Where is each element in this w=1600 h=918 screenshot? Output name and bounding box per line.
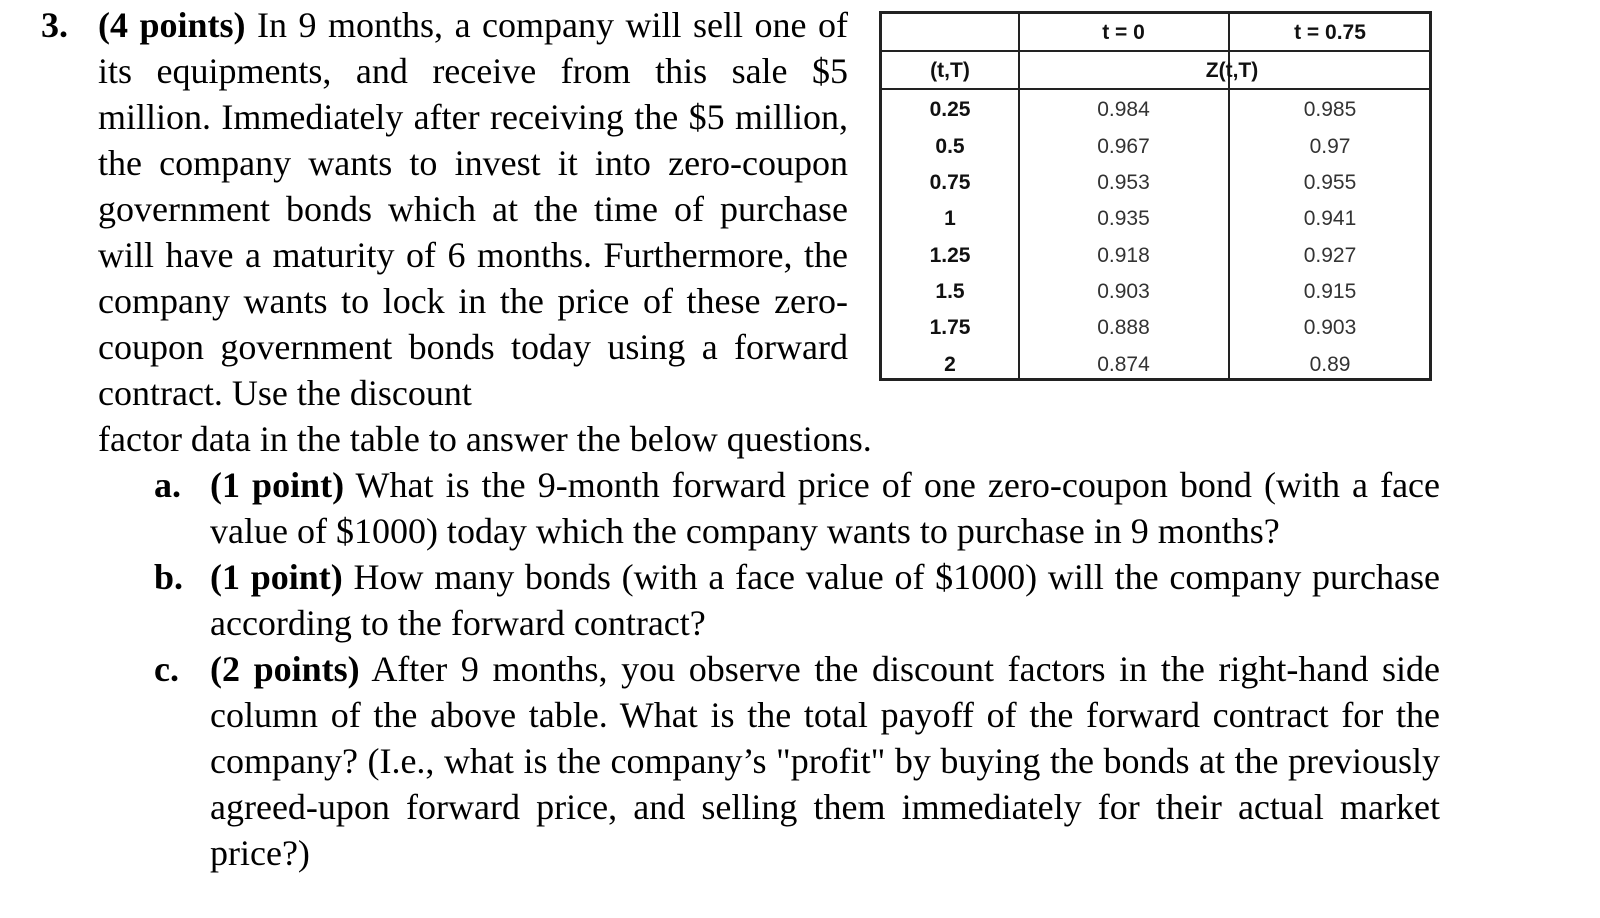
subquestion-list [150, 462, 1440, 876]
subquestion-letter: a. [154, 465, 181, 505]
cell-maturity: 0.75 [929, 171, 971, 194]
question-intro [98, 2, 872, 459]
subquestion-text: What is the 9-month forward price of one zero-coupon bond (with a face value of $1000) today which the company wants to purchase in 9 months? [210, 465, 1441, 551]
cell-z-t0: 0.953 [1097, 171, 1150, 194]
subquestion-a [150, 462, 1440, 554]
cell-z-t0: 0.935 [1097, 207, 1150, 230]
cell-z-t075: 0.915 [1303, 280, 1357, 303]
subquestion-points: (1 point) [210, 465, 345, 505]
cell-z-t075: 0.955 [1303, 171, 1357, 194]
discount-factor-table [879, 11, 1432, 381]
cell-maturity: 2 [944, 353, 956, 376]
header-discount-factor: Z(t,T) [1205, 59, 1259, 82]
cell-maturity: 1.75 [929, 316, 971, 339]
table-divider [882, 88, 1429, 90]
subquestion-points: (2 points) [210, 649, 360, 689]
cell-z-t0: 0.984 [1097, 98, 1150, 121]
cell-maturity: 1 [944, 207, 956, 230]
cell-maturity: 0.25 [929, 98, 971, 121]
question-intro-last-line: factor data in the table to answer the below questions. [98, 419, 872, 459]
subquestion-text: After 9 months, you observe the discount factors in the right-hand side column of the above table. What is the total payoff of the forward contract for the company? (I.e., what is the company’s "profit" by buying the bonds at the previously agreed-upon forward price, and selling them immediately for their actual market price?) [210, 649, 1441, 873]
question-number: 3. [41, 5, 68, 45]
cell-z-t0: 0.903 [1097, 280, 1150, 303]
cell-maturity: 1.5 [935, 280, 965, 303]
cell-z-t075: 0.941 [1303, 207, 1357, 230]
cell-z-t075: 0.97 [1309, 135, 1351, 158]
header-t075: t = 0.75 [1294, 21, 1366, 44]
cell-z-t0: 0.888 [1097, 316, 1150, 339]
header-maturity: (t,T) [930, 59, 970, 82]
cell-z-t0: 0.918 [1097, 244, 1150, 267]
subquestion-letter: b. [154, 557, 184, 597]
subquestion-b [150, 554, 1440, 646]
cell-z-t0: 0.874 [1097, 353, 1150, 376]
cell-z-t075: 0.89 [1309, 353, 1351, 376]
subquestion-points: (1 point) [210, 557, 343, 597]
table-divider [882, 50, 1429, 52]
header-t0: t = 0 [1102, 21, 1145, 44]
question-intro-text: In 9 months, a company will sell one of its equipments, and receive from this sale $5 million. Immediately after receiving the $5 million, the company wants to invest it into zero-coupon government bonds which at the time of purchase will have a maturity of 6 months. Furthermore, the company wants to lock in the price of these zero-coupon government bonds today using a forward contract. Use the discount [98, 5, 848, 413]
cell-maturity: 1.25 [929, 244, 971, 267]
cell-z-t0: 0.967 [1097, 135, 1150, 158]
cell-maturity: 0.5 [935, 135, 965, 158]
subquestion-c [150, 646, 1440, 876]
question-points: (4 points) [98, 5, 246, 45]
subquestion-letter: c. [154, 649, 179, 689]
cell-z-t075: 0.927 [1303, 244, 1357, 267]
cell-z-t075: 0.985 [1303, 98, 1357, 121]
subquestion-text: How many bonds (with a face value of $1000) will the company purchase according to the forward contract? [210, 557, 1440, 643]
cell-z-t075: 0.903 [1303, 316, 1357, 339]
